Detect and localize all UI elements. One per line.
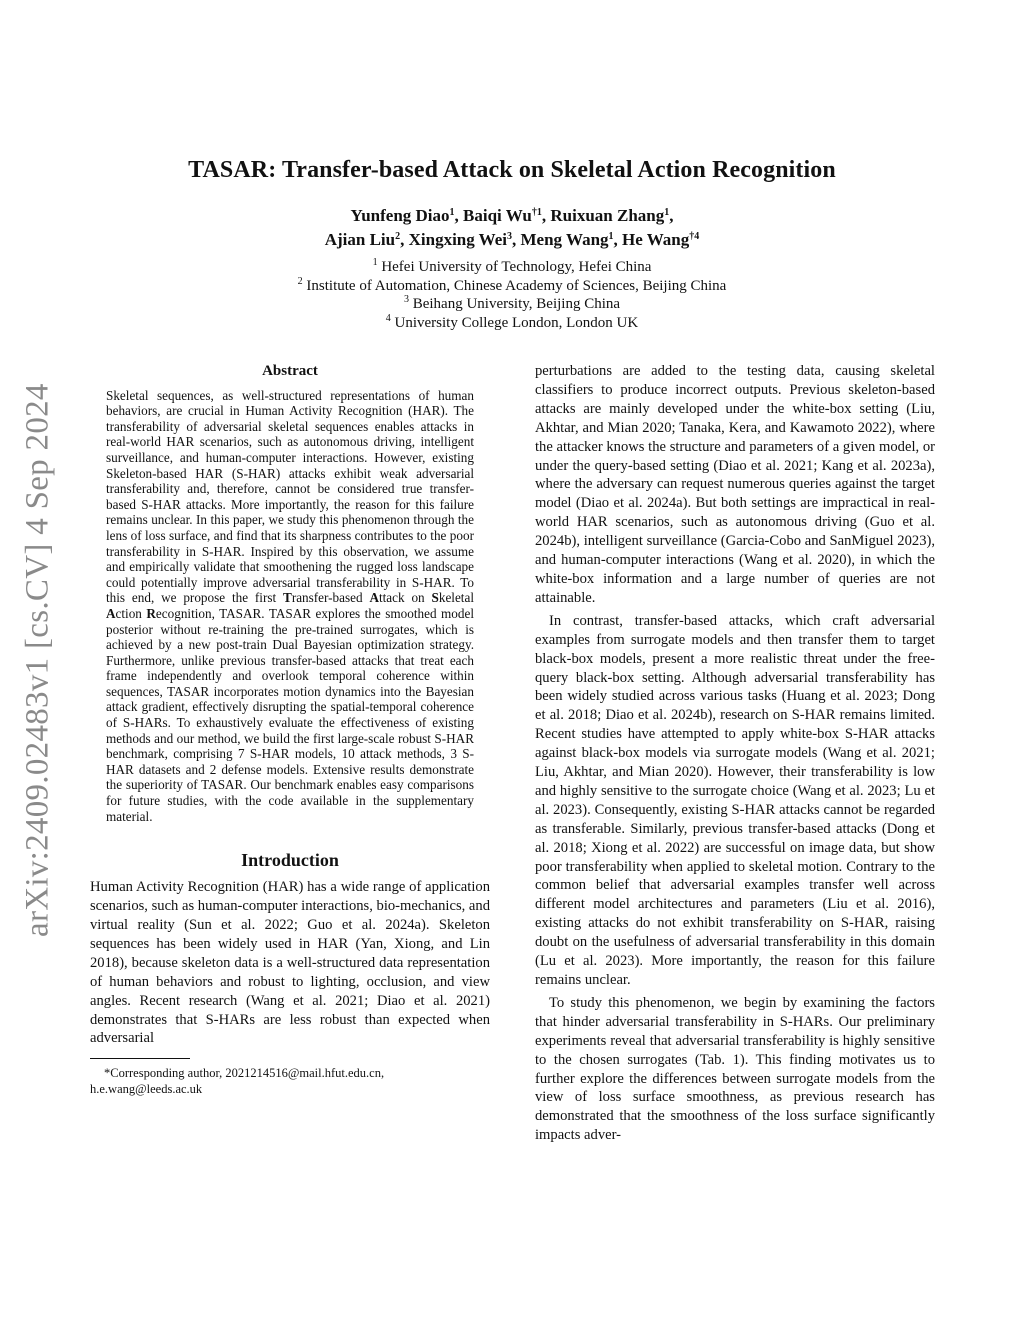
- author-separator: ,: [541, 206, 551, 225]
- paragraph: Human Activity Recognition (HAR) has a wide range of application scenarios, such as human-computer interactions, bio-mechanics, and virtual reality (Sun et al. 2022; Guo et al. 2024a). Skeleton sequences has been widely used in HAR (Yan, Xiong, and Lin 2018), because skeleton data is a well-structured data representation of human behaviors and robust to lighting, occlusion, and view angles. Recent research (Wang et al. 2021; Diao et al. 2021) demonstrates that S-HARs are less robust than expected when adversarial: [90, 879, 490, 1047]
- paper-title: TASAR: Transfer-based Attack on Skeletal Action Recognition: [188, 157, 836, 183]
- affiliation-mark: 4: [385, 312, 391, 324]
- acronym-letter: T: [283, 590, 292, 606]
- author-separator: ,: [669, 206, 674, 225]
- acronym-rest: ttack on: [378, 590, 432, 606]
- left-column: [90, 362, 490, 1097]
- paragraph: In contrast, transfer-based attacks, which craft adversarial examples from surrogate models and then transfer them to target black-box models, present a more realistic threat under the free-query black-box setting. Although adversarial transferability has been widely studied across various tasks (Huang et al. 2023; Dong et al. 2018; Diao et al. 2024b), research on S-HAR remains limited. Recent studies have attempted to apply white-box S-HAR attacks against black-box models via surrogate models (Wang et al. 2021; Liu, Akhtar, and Mian 2020). However, their transferability is low and highly sensitive to the surrogate choice (Wang et al. 2023; Lu et al. 2023). Consequently, existing S-HAR attacks cannot be regarded as transferable. Similarly, previous transfer-based attacks (Dong et al. 2018; Xiong et al. 2022) are successful on image data, but show poor transferability when applied to skeletal motion. Contrary to the common belief that adversarial examples transfer well across different model architectures and parameters (Liu et al. 2016), existing attacks do not exhibit transferability on S-HAR, raising doubt on the usefulness of adversarial transferability in this domain (Lu et al. 2023). More importantly, the reason for this failure remains unclear.: [535, 612, 935, 988]
- affiliation-list: [90, 258, 934, 332]
- footnote: [90, 1065, 490, 1097]
- abstract-section: [106, 364, 474, 824]
- author-name: Baiqi Wu: [463, 206, 532, 225]
- affiliation: [90, 295, 934, 314]
- introduction-heading: Introduction: [241, 850, 339, 871]
- right-column: [535, 362, 935, 1145]
- affiliation: [90, 314, 934, 333]
- footnote-line: h.e.wang@leeds.ac.uk: [90, 1082, 203, 1097]
- author-name: Ajian Liu: [324, 230, 396, 249]
- abstract-text-part: Skeletal sequences, as well-structured representations of human behaviors, are crucial in Human Activity Recognition (HAR). The transferability of adversarial skeletal sequences enables attacks in real-world HAR scenarios, such as autonomous driving, intelligent surveillance, and human-computer interactions. However, existing Skeleton-based HAR (S-HAR) attacks exhibit weak adversarial transferability and, therefore, cannot be considered true transfer-based S-HAR attacks. More importantly, the reason for this failure remains unclear. In this paper, we study this phenomenon through the lens of loss surface, and find that its sharpness contributes to the poor transferability in S-HAR. Inspired by this observation, we assume and empirically validate that smoothening the rugged loss landscape could potentially improve adversarial transferability in S-HAR. To this end, we propose the first: [106, 387, 474, 606]
- author-name: He Wang: [622, 230, 690, 249]
- acronym-letter: R: [146, 605, 156, 621]
- affiliation: [90, 258, 934, 277]
- abstract-text-part: , TASAR. TASAR explores the smoothed model posterior without re-training the pre-trained surrogates, which is achieved by a new post-train Dual Bayesian optimization strategy. Furthermore, unlike previous transfer-based attacks that treat each frame independently and overlook temporal coherence within sequences, TASAR incorporates motion dynamics into the Bayesian attack gradient, effectively disrupting the spatial-temporal coherence of S-HARs. To exhaustively evaluate the effectiveness of existing methods and our method, we build the first large-scale robust S-HAR benchmark, comprising 7 S-HAR models, 10 attack methods, 3 S-HAR datasets and 2 defense models. Extensive results demonstrate the superiority of TASAR. Our benchmark enables easy comparisons for future studies, with the code available in the supplementary material.: [106, 605, 474, 824]
- author-affiliation-mark: 3: [507, 231, 513, 242]
- affiliation-mark: 2: [297, 275, 303, 287]
- author-affiliation-mark: 1: [449, 207, 455, 218]
- acronym-letter: A: [369, 590, 379, 606]
- author-separator: ,: [512, 230, 521, 249]
- author-name: Ruixuan Zhang: [550, 206, 665, 225]
- author-affiliation-mark: †1: [531, 207, 542, 218]
- affiliation-text: Beihang University, Beijing China: [412, 296, 621, 312]
- paragraph: To study this phenomenon, we begin by examining the factors that hinder adversarial transferability in S-HARs. Our preliminary experiments reveal that adversarial transferability is highly sensitive to the chosen surrogates (Tab. 1). This finding motivates us to further explore the differences between surrogate models from the view of loss surface smoothness, as previous research has demonstrated that the smoothness of the loss surface significantly impacts adver-: [535, 994, 935, 1144]
- affiliation-mark: 3: [403, 294, 409, 305]
- affiliation-text: Hefei University of Technology, Hefei China: [381, 259, 652, 275]
- acronym-rest: ction: [115, 605, 147, 621]
- author-separator: ,: [400, 230, 409, 249]
- acronym-letter: S: [431, 590, 439, 606]
- author-separator: ,: [454, 206, 464, 225]
- author-affiliation-mark: 1: [664, 207, 670, 218]
- affiliation-text: University College London, London UK: [394, 314, 639, 331]
- affiliation-mark: 1: [372, 257, 378, 268]
- affiliation-text: Institute of Automation, Chinese Academy of Sciences, Beijing China: [306, 277, 727, 294]
- author-line-2: [90, 228, 934, 252]
- author-list: [90, 204, 934, 252]
- author-affiliation-mark: 1: [608, 231, 614, 242]
- author-line-1: [90, 204, 934, 228]
- author-affiliation-mark: 2: [395, 231, 401, 242]
- acronym-letter: A: [106, 605, 116, 621]
- arxiv-side-stamp: arXiv:2409.02483v1 [cs.CV] 4 Sep 2024: [19, 383, 56, 937]
- abstract-text: [106, 388, 474, 825]
- author-separator: ,: [613, 230, 623, 249]
- abstract-heading: Abstract: [262, 363, 318, 379]
- paragraph: perturbations are added to the testing data, causing skeletal classifiers to produce incorrect outputs. Previous skeleton-based attacks are mainly developed under the white-box setting (Liu, Akhtar, and Mian 2020; Tanaka, Kera, and Kawamoto 2022), where the attacker knows the structure and parameters of a given model, or under the query-based setting (Diao et al. 2021; Kang et al. 2023a), where the adversary can request numerous queries against the target model (Diao et al. 2024a). But both settings are impractical in real-world HAR scenarios, such as autonomous driving (Guo et al. 2024b), intelligent surveillance (Garcia-Cobo and SanMiguel 2023), and human-computer interactions (Wang et al. 2020), in which the white-box information and a large number of queries are not attainable.: [535, 363, 935, 606]
- author-name: Yunfeng Diao: [350, 206, 450, 225]
- paper-header: [90, 157, 934, 332]
- affiliation: [90, 277, 934, 296]
- acronym-rest: ecognition: [155, 605, 212, 621]
- acronym-rest: ransfer-based: [291, 590, 370, 606]
- acronym-rest: keletal: [438, 590, 474, 606]
- introduction-left-text: [90, 878, 490, 1048]
- footnote-line: *Corresponding author, 2021214516@mail.hfut.edu.cn,: [104, 1066, 385, 1081]
- author-affiliation-mark: †4: [689, 231, 700, 242]
- author-name: Meng Wang: [520, 230, 609, 249]
- footnote-divider: [90, 1058, 190, 1059]
- author-name: Xingxing Wei: [408, 230, 508, 249]
